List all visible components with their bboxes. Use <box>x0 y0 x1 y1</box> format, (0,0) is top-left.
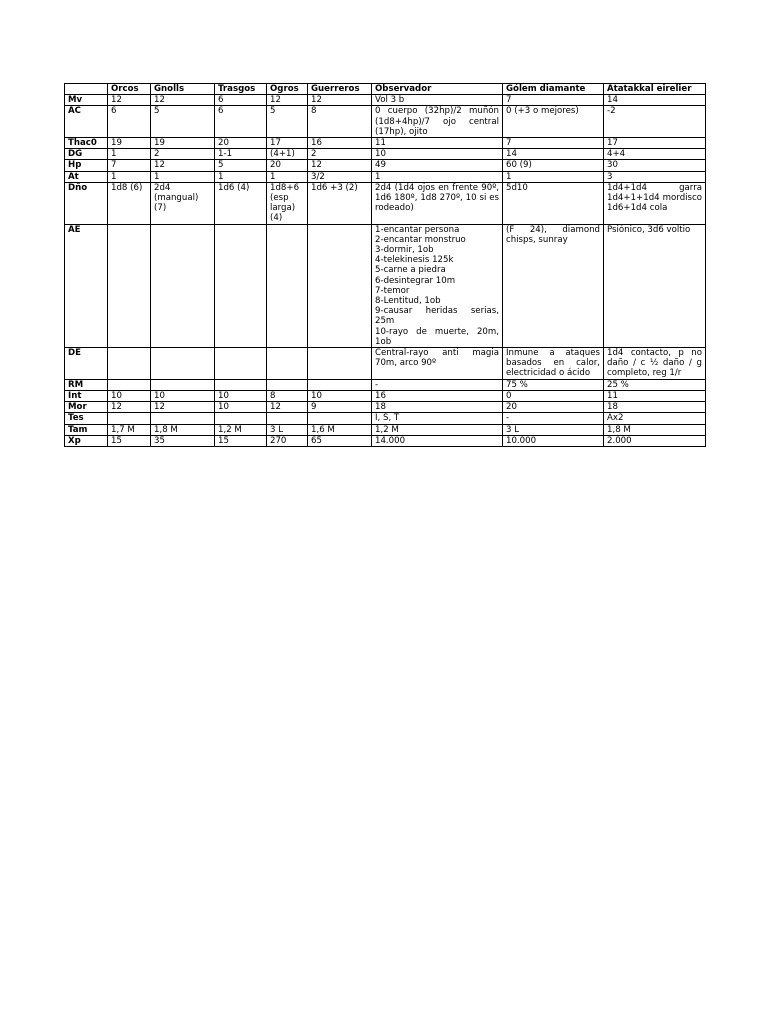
table-cell: 12 <box>151 160 215 171</box>
table-cell: 7 <box>503 138 604 149</box>
table-cell: 20 <box>215 138 267 149</box>
table-cell <box>108 379 151 390</box>
table-cell <box>151 413 215 424</box>
ability-line: 9-causar heridas serias, 25m <box>375 306 499 327</box>
table-cell <box>151 348 215 380</box>
table-cell <box>308 348 372 380</box>
ability-line: 7-temor <box>375 285 410 296</box>
table-cell: 15 <box>215 435 267 446</box>
table-cell: 5 <box>215 160 267 171</box>
table-cell: 1-1 <box>215 149 267 160</box>
row-header: DE <box>65 348 108 380</box>
row-header: Int <box>65 390 108 401</box>
table-cell: 12 <box>151 402 215 413</box>
table-row <box>65 95 706 106</box>
table-cell: Ax2 <box>604 413 706 424</box>
table-row <box>65 171 706 182</box>
table-cell: 2d4 (1d4 ojos en frente 90º, 1d6 180º, 1d8 270º, 10 si es rodeado) <box>372 182 503 224</box>
column-header: Atatakkal eirelier <box>604 84 706 95</box>
ability-line: 2-encantar monstruo <box>375 234 466 245</box>
table-cell: 1 <box>108 149 151 160</box>
table-cell <box>215 413 267 424</box>
table-cell: 2 <box>308 149 372 160</box>
column-header: Guerreros <box>308 84 372 95</box>
table-cell: 20 <box>503 402 604 413</box>
table-cell <box>215 379 267 390</box>
table-cell: 16 <box>372 390 503 401</box>
table-cell: 12 <box>308 95 372 106</box>
row-header: At <box>65 171 108 182</box>
table-cell: 1d4+1d4 garra 1d4+1+1d4 mordisco 1d6+1d4 cola <box>604 182 706 224</box>
table-cell: 11 <box>372 138 503 149</box>
table-cell <box>215 224 267 347</box>
table-cell <box>151 224 215 347</box>
table-cell: 65 <box>308 435 372 446</box>
table-cell: 1,7 M <box>108 424 151 435</box>
table-cell <box>372 224 503 347</box>
table-cell: - <box>372 379 503 390</box>
table-cell <box>108 348 151 380</box>
table-row <box>65 160 706 171</box>
table-cell <box>267 224 308 347</box>
ability-line: 6-desintegrar 10m <box>375 275 456 286</box>
table-cell: 10 <box>372 149 503 160</box>
table-cell: 7 <box>108 160 151 171</box>
table-cell: 19 <box>108 138 151 149</box>
table-cell: 1 <box>108 171 151 182</box>
table-cell <box>108 413 151 424</box>
table-row <box>65 182 706 224</box>
table-cell: 1,8 M <box>151 424 215 435</box>
column-header: Gólem diamante <box>503 84 604 95</box>
row-header: AE <box>65 224 108 347</box>
table-cell: 3 L <box>267 424 308 435</box>
table-cell: 10 <box>308 390 372 401</box>
table-row <box>65 224 706 347</box>
table-cell: 1,2 M <box>215 424 267 435</box>
table-cell: 49 <box>372 160 503 171</box>
table-cell: 7 <box>503 95 604 106</box>
table-cell: 2.000 <box>604 435 706 446</box>
table-cell: 3/2 <box>308 171 372 182</box>
column-header: Orcos <box>108 84 151 95</box>
column-header: Observador <box>372 84 503 95</box>
row-header: RM <box>65 379 108 390</box>
table-cell: 10.000 <box>503 435 604 446</box>
table-cell: 12 <box>308 160 372 171</box>
table-cell: 0 cuerpo (32hp)/2 muñón (1d8+4hp)/7 ojo central (17hp), ojito <box>372 106 503 138</box>
table-cell: 1 <box>503 171 604 182</box>
table-cell: 3 L <box>503 424 604 435</box>
row-header: Dño <box>65 182 108 224</box>
table-cell: 12 <box>108 95 151 106</box>
table-cell: 5 <box>151 106 215 138</box>
table-cell: 1d6 (4) <box>215 182 267 224</box>
table-row <box>65 390 706 401</box>
table-cell: 1d4 contacto, p no daño / c ½ daño / g completo, reg 1/r <box>604 348 706 380</box>
table-cell: 6 <box>215 106 267 138</box>
table-row <box>65 413 706 424</box>
row-header: Tam <box>65 424 108 435</box>
row-header: Tes <box>65 413 108 424</box>
row-header: DG <box>65 149 108 160</box>
table-cell: 17 <box>267 138 308 149</box>
table-cell: -2 <box>604 106 706 138</box>
ability-line: 4-telekinesis 125k <box>375 255 454 266</box>
table-cell: 1d8 (6) <box>108 182 151 224</box>
row-header: Thac0 <box>65 138 108 149</box>
table-row <box>65 348 706 380</box>
table-cell: 1d8+6 (esp larga) (4) <box>267 182 308 224</box>
table-cell <box>267 379 308 390</box>
table-cell <box>151 379 215 390</box>
row-header: Hp <box>65 160 108 171</box>
table-cell: 1 <box>215 171 267 182</box>
column-header: Gnolls <box>151 84 215 95</box>
table-cell: 30 <box>604 160 706 171</box>
table-cell: 17 <box>604 138 706 149</box>
table-cell <box>267 348 308 380</box>
table-cell: 1 <box>267 171 308 182</box>
table-row <box>65 106 706 138</box>
row-header: Mv <box>65 95 108 106</box>
row-header: Mor <box>65 402 108 413</box>
table-cell: 14.000 <box>372 435 503 446</box>
ability-line: 8-Lentitud, 1ob <box>375 296 441 307</box>
table-row <box>65 149 706 160</box>
table-cell: 60 (9) <box>503 160 604 171</box>
table-cell: 19 <box>151 138 215 149</box>
table-cell: 270 <box>267 435 308 446</box>
table-cell <box>108 224 151 347</box>
ability-line: 10-rayo de muerte, 20m, 1ob <box>375 326 499 347</box>
table-cell: 1 <box>151 171 215 182</box>
table-cell: 6 <box>108 106 151 138</box>
table-cell: 16 <box>308 138 372 149</box>
table-cell: 1d6 +3 (2) <box>308 182 372 224</box>
table-cell: 12 <box>108 402 151 413</box>
table-cell: 12 <box>267 402 308 413</box>
column-header: Trasgos <box>215 84 267 95</box>
table-cell: 1,8 M <box>604 424 706 435</box>
ability-line: 1-encantar persona <box>375 224 460 235</box>
table-cell: (4+1) <box>267 149 308 160</box>
table-row <box>65 379 706 390</box>
table-cell: Vol 3 b <box>372 95 503 106</box>
corner-cell <box>65 84 108 95</box>
table-cell: I, S, T <box>372 413 503 424</box>
table-cell: 2 <box>151 149 215 160</box>
table-cell: 11 <box>604 390 706 401</box>
table-cell: 18 <box>604 402 706 413</box>
table-cell: 6 <box>215 95 267 106</box>
table-cell: 1,2 M <box>372 424 503 435</box>
table-cell: 0 <box>503 390 604 401</box>
header-row <box>65 84 706 95</box>
table-cell: 20 <box>267 160 308 171</box>
table-cell: 25 % <box>604 379 706 390</box>
ability-line: 5-carne a piedra <box>375 265 446 276</box>
table-cell: 1 <box>372 171 503 182</box>
table-cell <box>308 224 372 347</box>
table-cell: 35 <box>151 435 215 446</box>
row-header: Xp <box>65 435 108 446</box>
table-row <box>65 138 706 149</box>
table-cell: 0 (+3 o mejores) <box>503 106 604 138</box>
table-cell: 10 <box>108 390 151 401</box>
row-header: AC <box>65 106 108 138</box>
table-cell <box>215 348 267 380</box>
table-cell: 18 <box>372 402 503 413</box>
table-cell: 4+4 <box>604 149 706 160</box>
table-cell: Psiónico, 3d6 voltio <box>604 224 706 347</box>
table-cell <box>308 413 372 424</box>
table-cell: 14 <box>604 95 706 106</box>
table-cell: 12 <box>267 95 308 106</box>
table-cell: 10 <box>215 390 267 401</box>
table-cell: 12 <box>151 95 215 106</box>
ability-line: 3-dormir, 1ob <box>375 245 434 256</box>
table-cell <box>308 379 372 390</box>
table-cell <box>267 413 308 424</box>
column-header: Ogros <box>267 84 308 95</box>
table-cell: Central-rayo anti magia 70m, arco 90º <box>372 348 503 380</box>
table-cell: 9 <box>308 402 372 413</box>
table-cell: 10 <box>151 390 215 401</box>
table-cell: (F 24), diamond chisps, sunray <box>503 224 604 347</box>
table-cell: 3 <box>604 171 706 182</box>
table-cell: 75 % <box>503 379 604 390</box>
table-cell: 2d4 (mangual) (7) <box>151 182 215 224</box>
table-cell: Inmune a ataques basados en calor, electricidad o ácido <box>503 348 604 380</box>
monster-stats-table <box>64 83 706 447</box>
table-row <box>65 402 706 413</box>
table-cell: 14 <box>503 149 604 160</box>
table-cell: 8 <box>267 390 308 401</box>
table-cell: 15 <box>108 435 151 446</box>
table-cell: 10 <box>215 402 267 413</box>
table-row <box>65 435 706 446</box>
table-row <box>65 424 706 435</box>
table-cell: 5 <box>267 106 308 138</box>
table-cell: 1,6 M <box>308 424 372 435</box>
table-cell: 8 <box>308 106 372 138</box>
table-cell: - <box>503 413 604 424</box>
table-cell: 5d10 <box>503 182 604 224</box>
